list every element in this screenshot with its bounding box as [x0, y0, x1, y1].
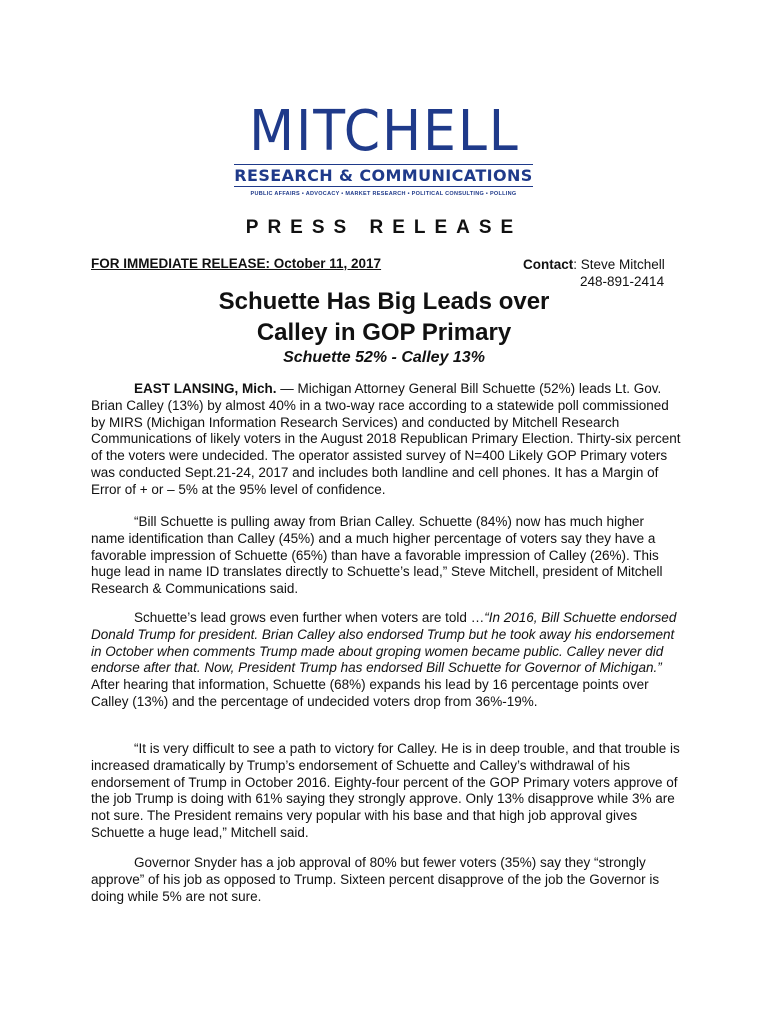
- paragraph-4: [91, 741, 681, 842]
- release-date-line: FOR IMMEDIATE RELEASE: October 11, 2017: [91, 256, 382, 271]
- headline-line-2: Calley in GOP Primary: [256, 319, 512, 346]
- subheadline: Schuette 52% - Calley 13%: [283, 349, 485, 366]
- dateline: EAST LANSING, Mich.: [134, 381, 277, 396]
- contact-block: [523, 256, 665, 290]
- paragraph-3-end: After hearing that information, Schuette (68%) expands his lead by 16 percentage points over Calley (13%) and the percentage of undecided voters drop from 36%-19%.: [91, 677, 649, 709]
- paragraph-3-start: Schuette’s lead grows even further when voters are told …: [134, 610, 485, 625]
- paragraph-1: [91, 381, 681, 499]
- paragraph-5-text: Governor Snyder has a job approval of 80% but fewer voters (35%) say they “strongly approve” of his job as opposed to Trump. Sixteen percent disapprove of the job the Governor is doing while 5% are not sure.: [91, 855, 660, 904]
- headline: [0, 286, 768, 348]
- company-logo: [0, 99, 768, 164]
- paragraph-2: [91, 514, 681, 598]
- contact-name: : Steve Mitchell: [573, 257, 665, 272]
- paragraph-3-quote: “In 2016, Bill Schuette endorsed Donald Trump for president. Brian Calley also endorsed Trump but he took away his endorsement in October when comments Trump made about groping women became public. Calley never did endorse after that. Now, President Trump has endorsed Bill Schuette for Governor of Michigan.”: [91, 610, 677, 676]
- logo-subtitle: RESEARCH & COMMUNICATIONS: [234, 166, 533, 185]
- paragraph-2-text: “Bill Schuette is pulling away from Brian Calley. Schuette (84%) now has much higher name identification than Calley (45%) and a much higher percentage of voters say they have a favorable impression of Schuette (65%) than have a favorable impression of Calley (26%). This huge lead in name ID translates directly to Schuette’s lead,” Steve Mitchell, president of Mitchell Research & Communications said.: [91, 514, 663, 597]
- logo-rule-top: [234, 164, 533, 165]
- logo-rule-bottom: [234, 186, 533, 187]
- contact-label: Contact: [523, 257, 574, 272]
- press-release-label: PRESS RELEASE: [245, 217, 523, 238]
- logo-tagline: PUBLIC AFFAIRS • ADVOCACY • MARKET RESEARCH • POLITICAL CONSULTING • POLLING: [250, 191, 517, 197]
- paragraph-4-text: “It is very difficult to see a path to victory for Calley. He is in deep trouble, and that trouble is increased dramatically by Trump’s endorsement of Schuette and Calley’s withdrawal of his endorsement of Trump in October 2016. Eighty-four percent of the GOP Primary voters approve of the job Trump is doing with 61% saying they strongly approve. Only 13% disapprove while 3% are not sure. The President remains very popular with his base and that high job approval gives Schuette a huge lead,” Mitchell said.: [91, 741, 680, 840]
- paragraph-5: [91, 855, 681, 905]
- headline-line-1: Schuette Has Big Leads over: [218, 288, 550, 315]
- logo-name: MITCHELL: [248, 99, 520, 164]
- contact-phone: 248-891-2414: [580, 274, 665, 289]
- paragraph-1-text: — Michigan Attorney General Bill Schuette (52%) leads Lt. Gov. Brian Calley (13%) by almost 40% in a two-way race according to a statewide poll commissioned by MIRS (Michigan Information Research Services) and conducted by Mitchell Research Communications of likely voters in the August 2018 Republican Primary Election. Thirty-six percent of the voters were undecided. The operator assisted survey of N=400 Likely GOP Primary voters was conducted Sept.21-24, 2017 and includes both landline and cell phones. It has a Margin of Error of + or – 5% at the 95% level of confidence.: [91, 381, 681, 497]
- paragraph-3: [91, 610, 681, 711]
